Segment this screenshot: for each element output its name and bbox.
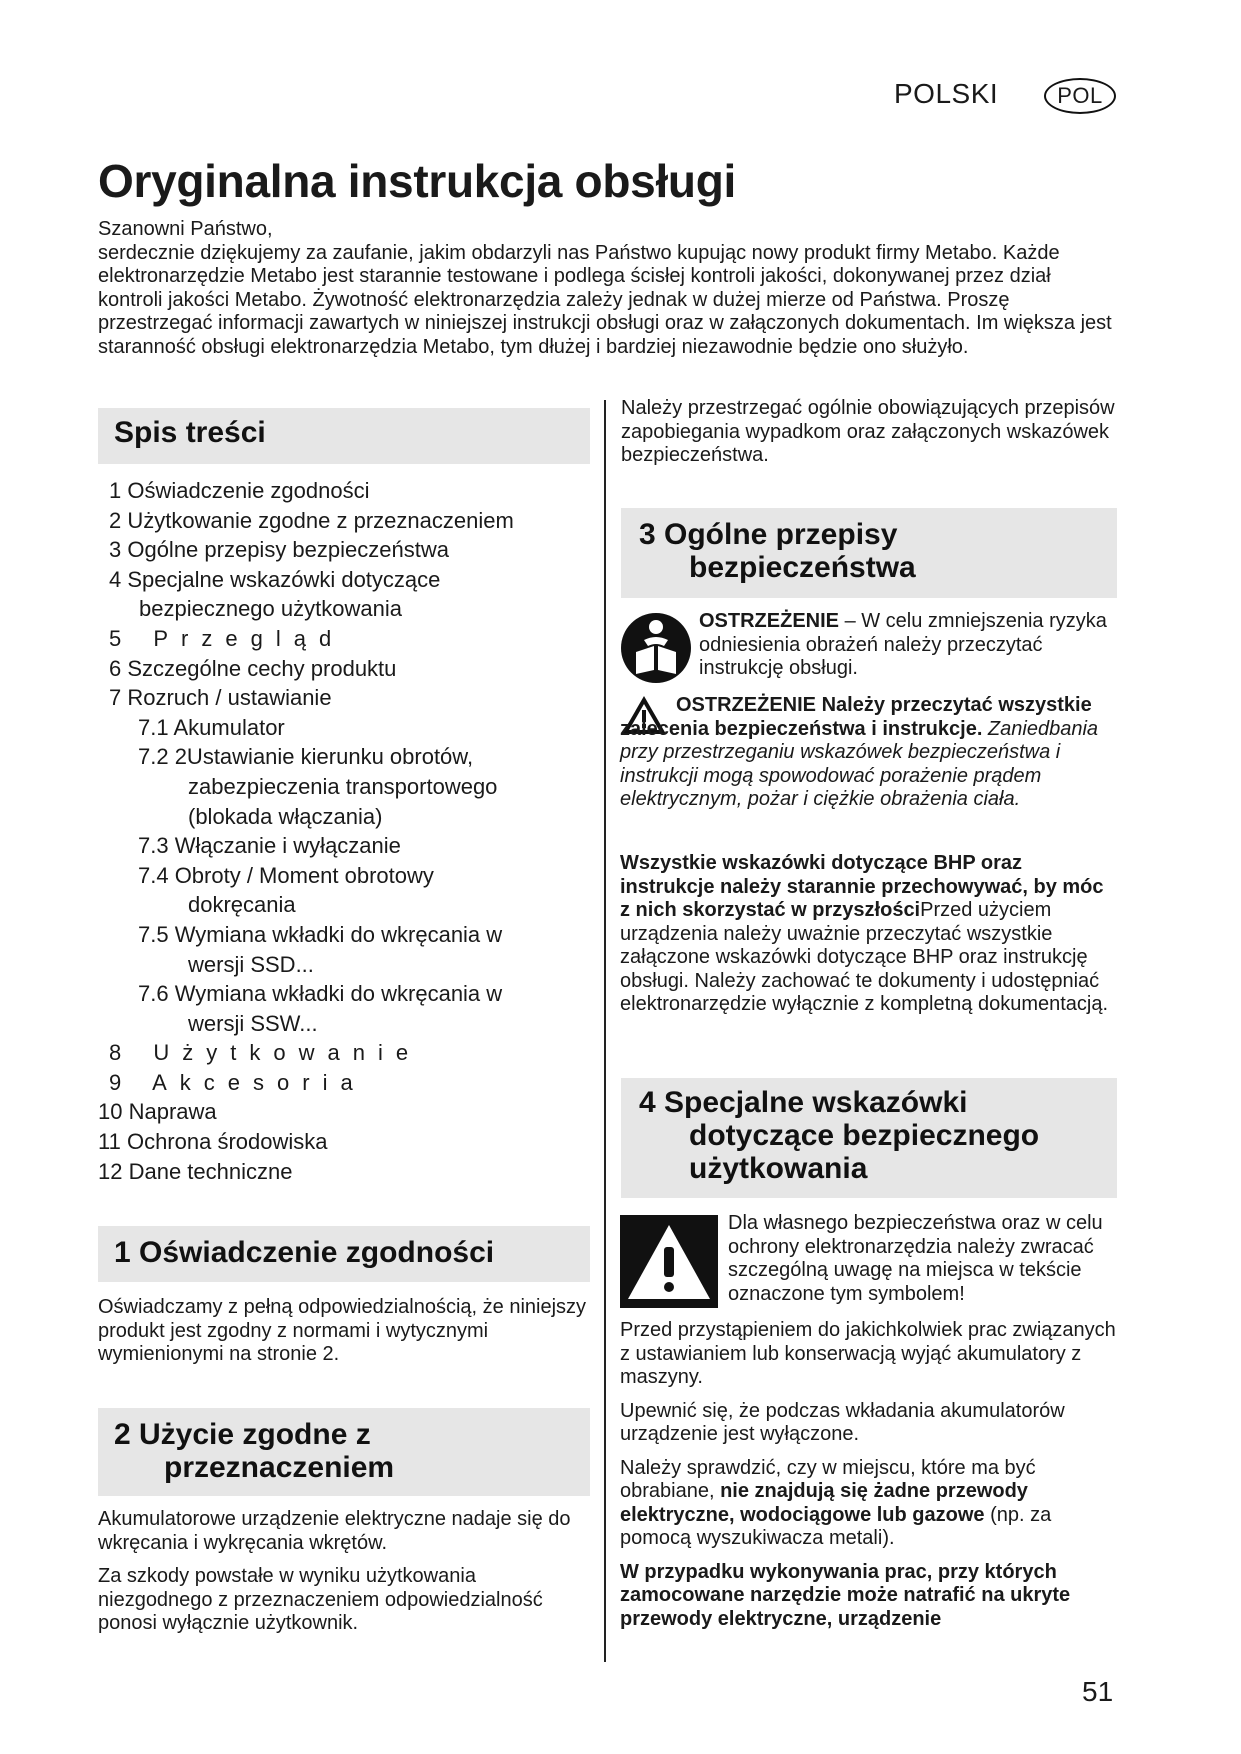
section1-text: Oświadczamy z pełną odpowiedzialnością, że niniejszy produkt jest zgodny z normami i wytycznymi wymienionymi na stronie 2. xyxy=(98,1296,587,1365)
section4-heading xyxy=(621,1078,1117,1193)
toc-item[interactable]: 7.2 2Ustawianie kierunku obrotów, xyxy=(138,744,474,770)
section3-p3-bold: Wszystkie wskazówki dotyczące BHP oraz instrukcje należy starannie przechowywać, by móc z nich skorzystać w przyszłości xyxy=(620,852,1104,921)
toc-item[interactable]: wersji SSD... xyxy=(188,951,314,977)
section1-body xyxy=(98,1296,590,1377)
toc-item[interactable]: 7.1 Akumulator xyxy=(138,714,285,740)
warning2 xyxy=(620,694,1117,812)
toc-item[interactable]: 7.4 Obroty / Moment obrotowy xyxy=(138,862,434,888)
toc-item[interactable]: (blokada włączania) xyxy=(188,803,383,829)
section4-p3-a: Należy sprawdzić, czy w miejscu, które ma być obrabiane, xyxy=(620,1456,1036,1502)
section2-p2: Za szkody powstałe w wyniku użytkowania niezgodnego z przeznaczeniem odpowiedzialność ponosi wyłącznie użytkownik. xyxy=(98,1565,543,1634)
toc-item[interactable]: 5 Przegląd xyxy=(109,625,345,651)
read-manual-icon xyxy=(620,612,692,684)
section4-heading-box xyxy=(621,1078,1117,1198)
section3-heading-line1: 3 Ogólne przepisy xyxy=(639,518,898,551)
section2-p1: Akumulatorowe urządzenie elektryczne nadaje się do wkręcania i wykręcania wkrętów. xyxy=(98,1508,571,1554)
section4-p4: W przypadku wykonywania prac, przy których zamocowane narzędzie może natrafić na ukryte przewody elektryczne, urządzenie xyxy=(620,1560,1071,1630)
right-intro-text: Należy przestrzegać ogólnie obowiązujących przepisów zapobiegania wypadkom oraz załączonych wskazówek bezpieczeństwa. xyxy=(621,397,1115,466)
section4-p2: Upewnić się, że podczas wkładania akumulatorów urządzenie jest wyłączone. xyxy=(620,1399,1065,1445)
toc-item[interactable]: 12 Dane techniczne xyxy=(98,1158,293,1184)
section3-heading xyxy=(621,508,1117,594)
section1-heading-box xyxy=(98,1226,590,1282)
section4-p3-bold: nie znajdują się żadne przewody elektryczne, wodociągowe lub gazowe xyxy=(620,1480,1028,1526)
section4-symbol-text: Dla własnego bezpieczeństwa oraz w celu ochrony elektronarzędzia należy zwracać szczególną uwagę na miejsca w tekście oznaczone tym symbolem! xyxy=(728,1212,1103,1305)
right-intro xyxy=(621,397,1117,478)
intro xyxy=(98,218,1118,359)
section4-heading-line3: użytkowania xyxy=(689,1152,868,1185)
warning1-label: OSTRZEŻENIE xyxy=(699,610,840,632)
section2-heading xyxy=(98,1408,590,1494)
section3-p3-text: Przed użyciem urządzenia należy uważnie przeczytać wszystkie załączone wskazówki dotyczące BHP oraz instrukcję obsługi. Należy zachować te dokumenty i udostępniać elektronarzędzie wyłącznie z kompletną dokumentacją. xyxy=(620,899,1109,1015)
toc-item[interactable]: 7.5 Wymiana wkładki do wkręcania w xyxy=(138,921,503,947)
toc-item[interactable]: dokręcania xyxy=(188,892,296,918)
toc-item[interactable]: 10 Naprawa xyxy=(98,1099,217,1125)
toc-heading-box xyxy=(98,408,590,464)
section2-body xyxy=(98,1508,590,1646)
section4-p1: Przed przystąpieniem do jakichkolwiek prac związanych z ustawianiem lub konserwacją wyjąć akumulatory z maszyny. xyxy=(620,1319,1116,1388)
section3-p3 xyxy=(620,852,1117,1017)
toc-item[interactable]: 2 Użytkowanie zgodne z przeznaczeniem xyxy=(109,507,514,533)
section4-p3 xyxy=(620,1457,1117,1551)
toc-item[interactable]: zabezpieczenia transportowego xyxy=(188,773,498,799)
toc-item[interactable]: 8 Użytkowanie xyxy=(109,1040,422,1066)
language-badge: POL xyxy=(1044,78,1116,114)
toc-item[interactable]: bezpiecznego użytkowania xyxy=(139,596,402,622)
page-number: 51 xyxy=(1082,1676,1114,1707)
toc-item[interactable]: 9 Akcesoria xyxy=(109,1069,366,1095)
section4-heading-line1: 4 Specjalne wskazówki xyxy=(639,1086,968,1119)
section1-heading: 1 Oświadczenie zgodności xyxy=(114,1236,495,1269)
toc-item[interactable]: 4 Specjalne wskazówki dotyczące xyxy=(109,566,441,592)
toc-item[interactable]: wersji SSW... xyxy=(188,1010,318,1036)
intro-text: serdecznie dziękujemy za zaufanie, jakim obdarzyli nas Państwo kupując nowy produkt firmy Metabo. Każde elektronarzędzie Metabo jest starannie testowane i podlega ścisłej kontroli jakości, dokonywanej przez dział kontroli jakości Metabo. Żywotność elektronarzędzia zależy jednak w dużej mierze od Państwa. Proszę przestrzegać informacji zawartych w niniejszej instrukcji obsługi oraz w załączonych dokumentach. Im większa jest staranność obsługi elektronarzędzia Metabo, tym dłużej i bardziej niezawodnie będzie ono służyło. xyxy=(98,241,1112,358)
section2-heading-box xyxy=(98,1408,590,1496)
section4-body xyxy=(620,1319,1117,1641)
warning1 xyxy=(699,610,1117,681)
page-title: Oryginalna instrukcja obsługi xyxy=(98,155,736,207)
toc-item[interactable]: 7.6 Wymiana wkładki do wkręcania w xyxy=(138,981,503,1007)
section3-heading-box xyxy=(621,508,1117,598)
toc-item[interactable]: 1 Oświadczenie zgodności xyxy=(109,478,370,503)
warning1-text: – W celu zmniejszenia ryzyka odniesienia obrażeń należy przeczytać instrukcję obsługi. xyxy=(699,610,1107,679)
toc-item[interactable]: 6 Szczególne cechy produktu xyxy=(109,655,397,681)
warning-symbol-icon xyxy=(620,1215,718,1308)
toc-item[interactable]: 11 Ochrona środowiska xyxy=(98,1129,328,1155)
warning2-text: Zaniedbania przy przestrzeganiu wskazówek bezpieczeństwa i instrukcji mogą spowodować porażenie prądem elektrycznym, pożar i ciężkie obrażenia ciała. xyxy=(620,717,1099,810)
section4-heading-line2: dotyczące bezpiecznego xyxy=(689,1119,1040,1152)
intro-greeting: Szanowni Państwo, xyxy=(98,218,273,240)
language-label: POLSKI xyxy=(894,78,999,109)
toc-item[interactable]: 7.3 Włączanie i wyłączanie xyxy=(138,833,401,859)
table-of-contents xyxy=(98,476,590,1186)
toc-heading: Spis treści xyxy=(114,416,266,449)
section3-heading-line2: bezpieczeństwa xyxy=(689,551,916,584)
toc-item[interactable]: 7 Rozruch / ustawianie xyxy=(109,685,332,711)
section4-p3-b: (np. za pomocą wyszukiwacza metali). xyxy=(620,1503,1052,1549)
toc-item[interactable]: 3 Ogólne przepisy bezpieczeństwa xyxy=(109,537,449,563)
section2-heading-line2: przeznaczeniem xyxy=(164,1451,395,1484)
column-divider xyxy=(604,400,606,1662)
section2-heading-line1: 2 Użycie zgodne z xyxy=(114,1418,371,1451)
warning2-label: OSTRZEŻENIE Należy przeczytać wszystkie zalecenia bezpieczeństwa i instrukcje. xyxy=(620,694,1092,740)
